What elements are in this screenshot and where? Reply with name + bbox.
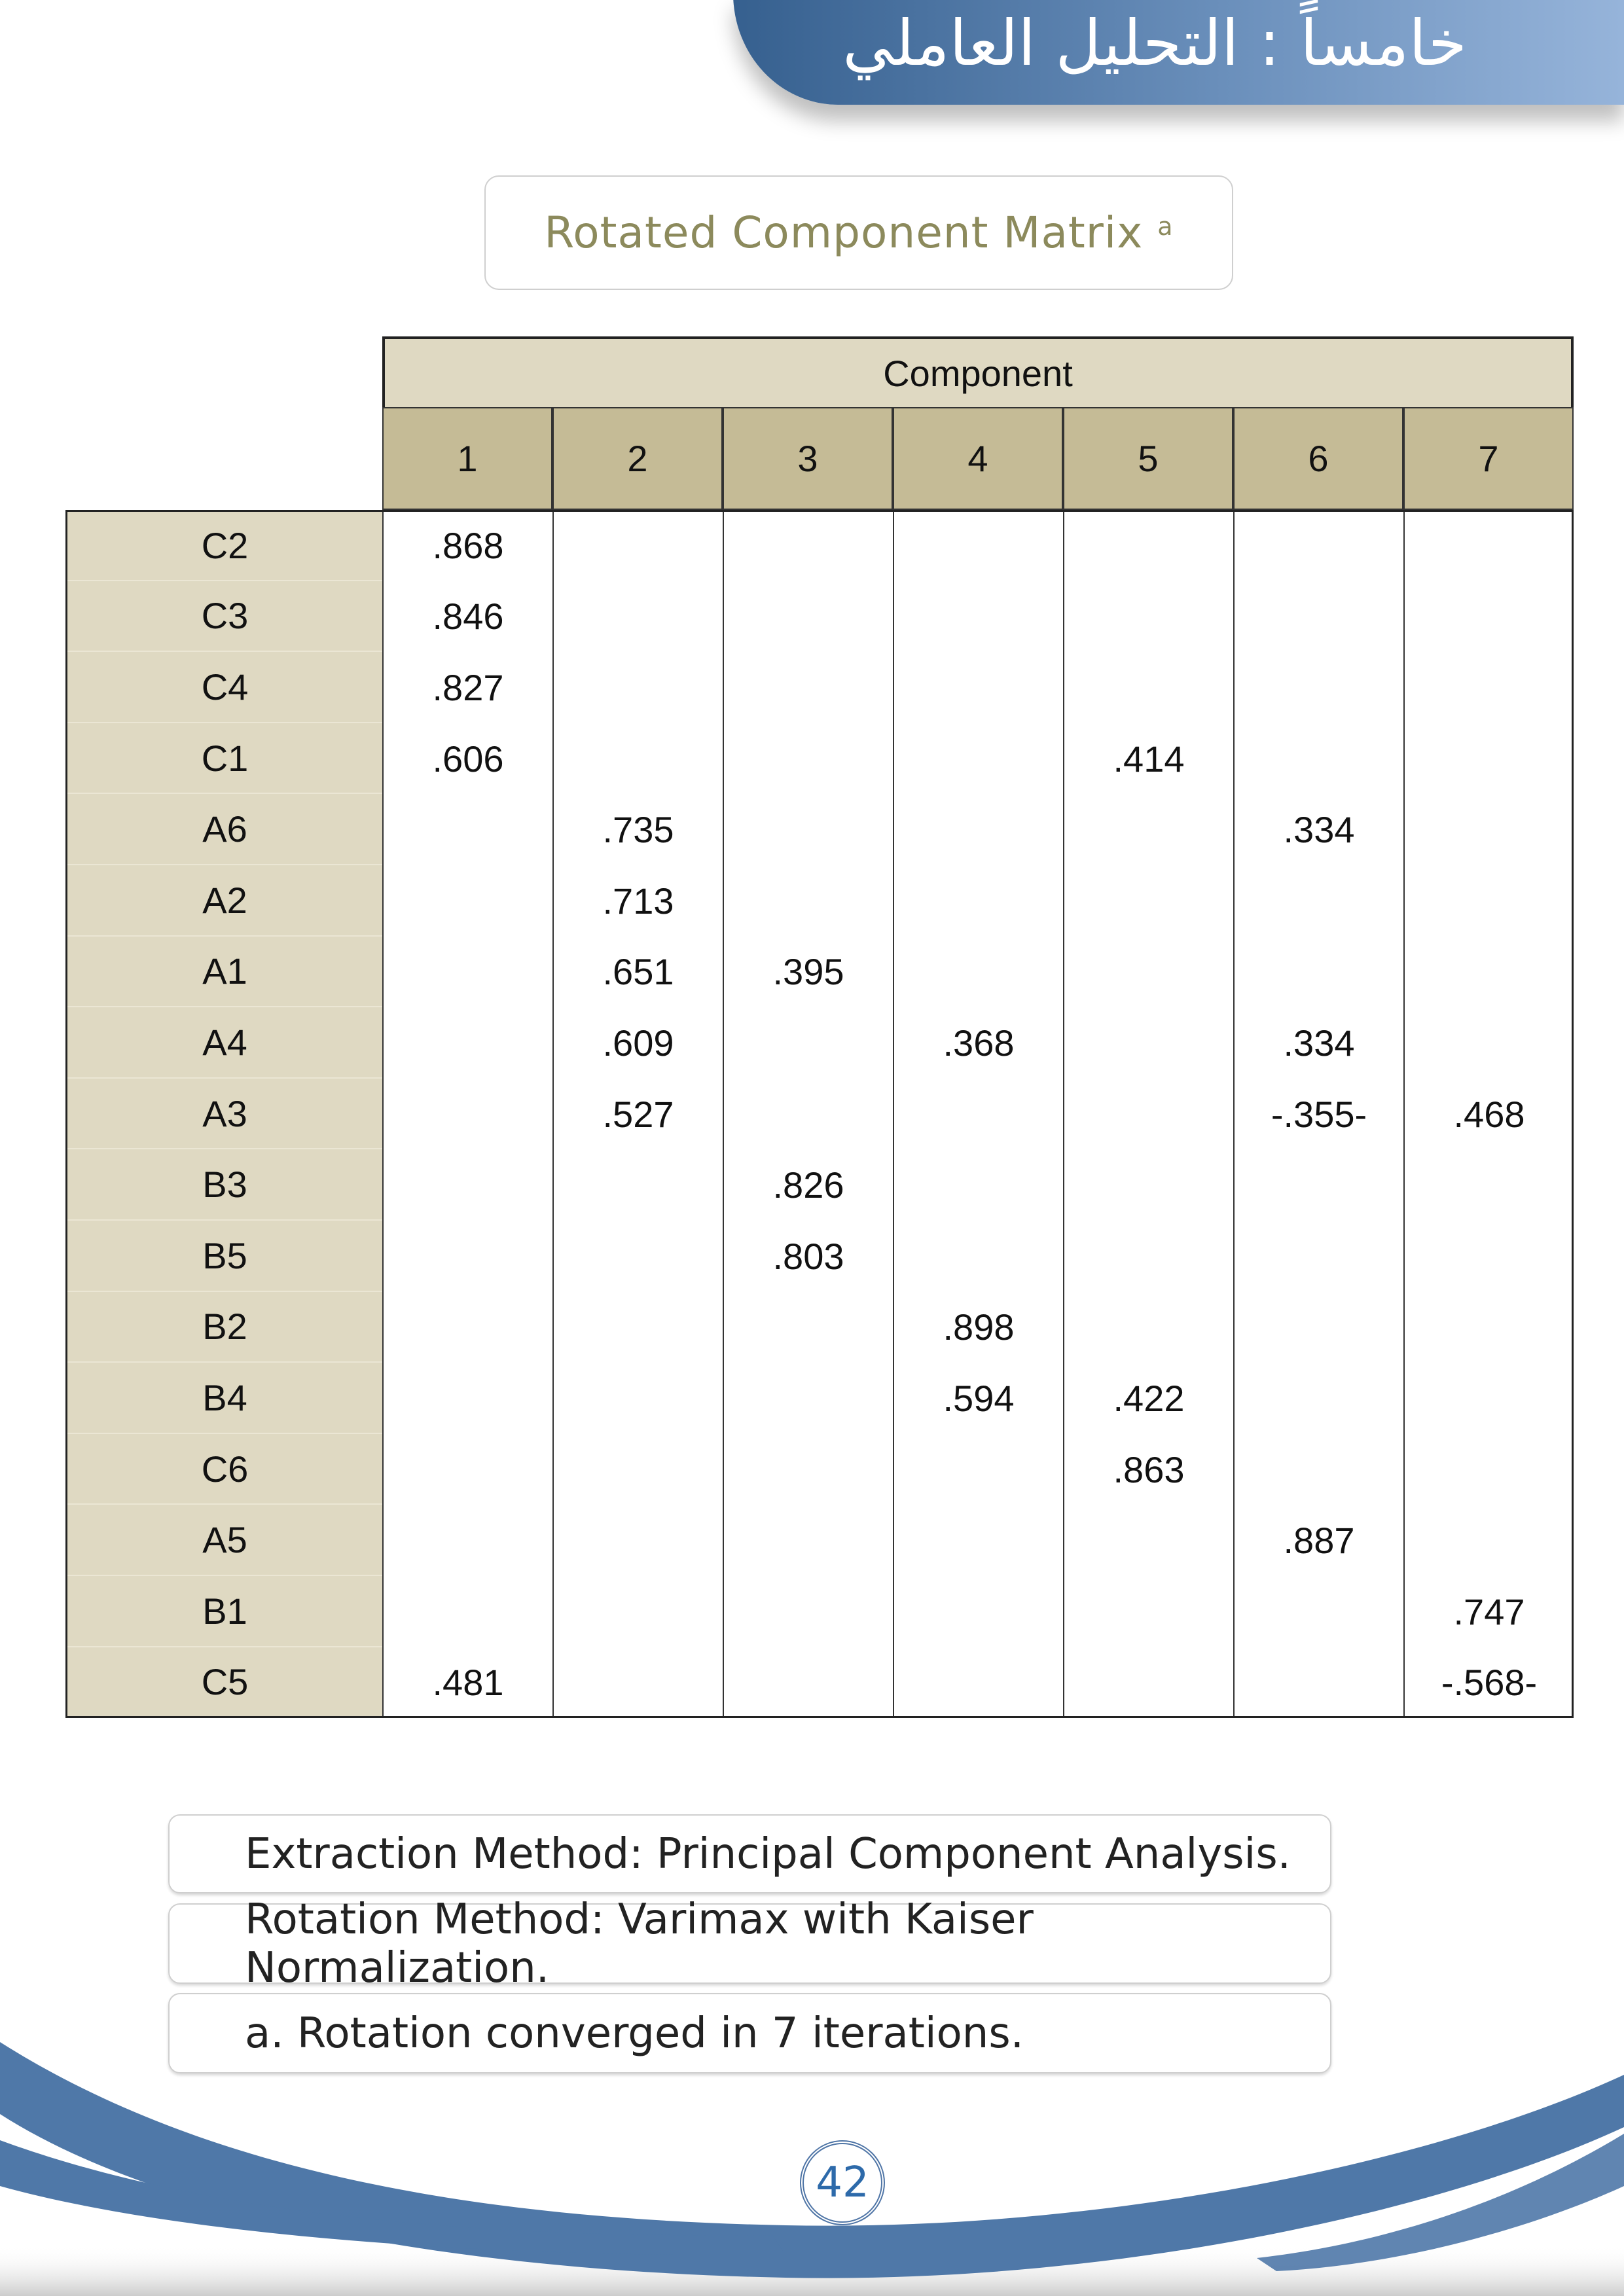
table-title-box — [484, 175, 1233, 290]
row-label-A6: A6 — [67, 794, 382, 865]
table-cell — [1063, 1007, 1233, 1079]
table-cell — [1233, 937, 1403, 1008]
table-cell — [382, 865, 552, 937]
table-cell: .334 — [1233, 794, 1403, 865]
decorative-waves — [0, 1996, 1624, 2296]
table-cell — [382, 1079, 552, 1150]
table-cell — [1233, 510, 1403, 581]
table-cell: .826 — [723, 1149, 893, 1221]
table-cell — [1233, 1149, 1403, 1221]
footnote-iterations: a. Rotation converged in 7 iterations. — [168, 1993, 1331, 2073]
component-header: Component — [382, 336, 1574, 410]
table-cell: .395 — [723, 937, 893, 1008]
table-cell — [893, 1576, 1063, 1647]
table-cell — [1233, 581, 1403, 653]
table-cell — [1063, 937, 1233, 1008]
table-cell: .368 — [893, 1007, 1063, 1079]
table-cell — [893, 794, 1063, 865]
table-cell — [723, 1505, 893, 1576]
table-cell — [723, 723, 893, 795]
table-cell — [552, 723, 723, 795]
table-cell — [723, 794, 893, 865]
table-cell — [382, 1505, 552, 1576]
table-cell — [1063, 1292, 1233, 1363]
table-cell — [723, 1576, 893, 1647]
table-cell: .868 — [382, 510, 552, 581]
row-label-C5: C5 — [67, 1647, 382, 1719]
table-cell: .468 — [1403, 1079, 1574, 1150]
row-label-B4: B4 — [67, 1363, 382, 1434]
page-number: 42 — [800, 2140, 885, 2225]
table-cell — [382, 1576, 552, 1647]
row-label-A1: A1 — [67, 937, 382, 1008]
row-label-B2: B2 — [67, 1292, 382, 1363]
table-cell — [1063, 1647, 1233, 1719]
table-cell — [382, 1292, 552, 1363]
table-cell — [893, 1149, 1063, 1221]
table-cell — [1403, 1221, 1574, 1292]
table-cell — [893, 937, 1063, 1008]
table-cell — [1403, 510, 1574, 581]
table-cell — [723, 1007, 893, 1079]
table-cell — [1403, 1505, 1574, 1576]
table-cell — [552, 652, 723, 723]
table-cell: .422 — [1063, 1363, 1233, 1434]
table-cell — [382, 1149, 552, 1221]
table-cell — [552, 581, 723, 653]
table-cell: .594 — [893, 1363, 1063, 1434]
section-title: خامساً : التحليل العاملي — [842, 7, 1467, 80]
row-label-C4: C4 — [67, 652, 382, 723]
row-label-C6: C6 — [67, 1434, 382, 1505]
table-cell — [1063, 581, 1233, 653]
table-cell — [1063, 1505, 1233, 1576]
table-cell — [893, 652, 1063, 723]
row-label-A4: A4 — [67, 1007, 382, 1079]
table-cell — [1403, 581, 1574, 653]
table-cell — [382, 937, 552, 1008]
table-cell — [1403, 1434, 1574, 1505]
table-cell — [1403, 1363, 1574, 1434]
row-label-C1: C1 — [67, 723, 382, 795]
table-cell: .713 — [552, 865, 723, 937]
row-label-A5: A5 — [67, 1505, 382, 1576]
table-cell — [1403, 652, 1574, 723]
table-cell — [1063, 1221, 1233, 1292]
table-cell: .887 — [1233, 1505, 1403, 1576]
table-cell — [893, 1434, 1063, 1505]
table-cell — [893, 865, 1063, 937]
table-cell: .481 — [382, 1647, 552, 1719]
table-cell — [552, 1149, 723, 1221]
table-cell — [552, 1292, 723, 1363]
row-label-B5: B5 — [67, 1221, 382, 1292]
table-cell — [893, 1221, 1063, 1292]
table-cell — [552, 1576, 723, 1647]
column-header-1: 1 — [382, 407, 552, 510]
column-header-2: 2 — [552, 407, 723, 510]
table-cell — [552, 1363, 723, 1434]
table-cell — [1403, 865, 1574, 937]
table-cell — [1233, 1647, 1403, 1719]
table-cell — [1063, 865, 1233, 937]
table-cell — [1063, 1079, 1233, 1150]
table-cell — [1403, 937, 1574, 1008]
table-cell — [552, 1647, 723, 1719]
column-header-6: 6 — [1233, 407, 1403, 510]
table-cell — [1233, 865, 1403, 937]
table-cell — [1233, 723, 1403, 795]
row-label-B1: B1 — [67, 1576, 382, 1647]
table-cell — [723, 1434, 893, 1505]
table-title: Rotated Component Matrix — [544, 207, 1144, 258]
table-cell — [1233, 1292, 1403, 1363]
column-header-4: 4 — [893, 407, 1063, 510]
table-cell: .606 — [382, 723, 552, 795]
table-cell — [893, 510, 1063, 581]
table-cell — [1233, 652, 1403, 723]
table-cell: .898 — [893, 1292, 1063, 1363]
table-cell — [1233, 1434, 1403, 1505]
table-cell — [1403, 723, 1574, 795]
table-cell — [382, 1363, 552, 1434]
table-cell — [382, 1007, 552, 1079]
footnote-extraction: Extraction Method: Principal Component Analysis. — [168, 1814, 1331, 1893]
table-cell — [723, 652, 893, 723]
row-label-A2: A2 — [67, 865, 382, 937]
table-cell — [1233, 1576, 1403, 1647]
table-cell: .735 — [552, 794, 723, 865]
table-cell — [723, 1292, 893, 1363]
table-cell: .827 — [382, 652, 552, 723]
table-cell — [1063, 1576, 1233, 1647]
table-cell — [1063, 1149, 1233, 1221]
table-cell — [552, 1505, 723, 1576]
table-cell — [723, 1647, 893, 1719]
table-cell — [893, 1079, 1063, 1150]
table-cell — [1063, 652, 1233, 723]
table-cell — [382, 794, 552, 865]
table-cell — [893, 723, 1063, 795]
table-cell — [552, 1434, 723, 1505]
table-cell: .527 — [552, 1079, 723, 1150]
table-cell — [1063, 510, 1233, 581]
table-cell: .846 — [382, 581, 552, 653]
table-cell: .334 — [1233, 1007, 1403, 1079]
table-cell: .803 — [723, 1221, 893, 1292]
column-header-3: 3 — [723, 407, 893, 510]
table-cell — [1403, 1149, 1574, 1221]
table-cell: .651 — [552, 937, 723, 1008]
row-label-C2: C2 — [67, 512, 382, 581]
table-cell — [1233, 1221, 1403, 1292]
table-title-superscript: a — [1157, 211, 1174, 241]
table-cell: .414 — [1063, 723, 1233, 795]
table-cell — [1403, 1007, 1574, 1079]
table-cell — [723, 510, 893, 581]
table-cell: .609 — [552, 1007, 723, 1079]
table-cell: -.568- — [1403, 1647, 1574, 1719]
table-cell — [1403, 1292, 1574, 1363]
section-banner — [733, 0, 1624, 105]
table-cell — [723, 581, 893, 653]
table-cell — [723, 1363, 893, 1434]
table-cell — [723, 1079, 893, 1150]
row-label-A3: A3 — [67, 1079, 382, 1150]
column-header-7: 7 — [1403, 407, 1574, 510]
table-cell — [893, 1647, 1063, 1719]
table-cell: -.355- — [1233, 1079, 1403, 1150]
table-cell — [723, 865, 893, 937]
table-cell — [552, 1221, 723, 1292]
table-cell — [1403, 794, 1574, 865]
table-cell: .747 — [1403, 1576, 1574, 1647]
table-cell — [893, 581, 1063, 653]
table-cell — [1063, 794, 1233, 865]
table-cell — [1233, 1363, 1403, 1434]
column-header-5: 5 — [1063, 407, 1233, 510]
table-cell — [552, 510, 723, 581]
row-label-C3: C3 — [67, 581, 382, 653]
row-label-B3: B3 — [67, 1149, 382, 1221]
table-cell — [382, 1221, 552, 1292]
table-cell — [893, 1505, 1063, 1576]
table-cell: .863 — [1063, 1434, 1233, 1505]
footnote-rotation: Rotation Method: Varimax with Kaiser Normalization. — [168, 1903, 1331, 1984]
table-cell — [382, 1434, 552, 1505]
